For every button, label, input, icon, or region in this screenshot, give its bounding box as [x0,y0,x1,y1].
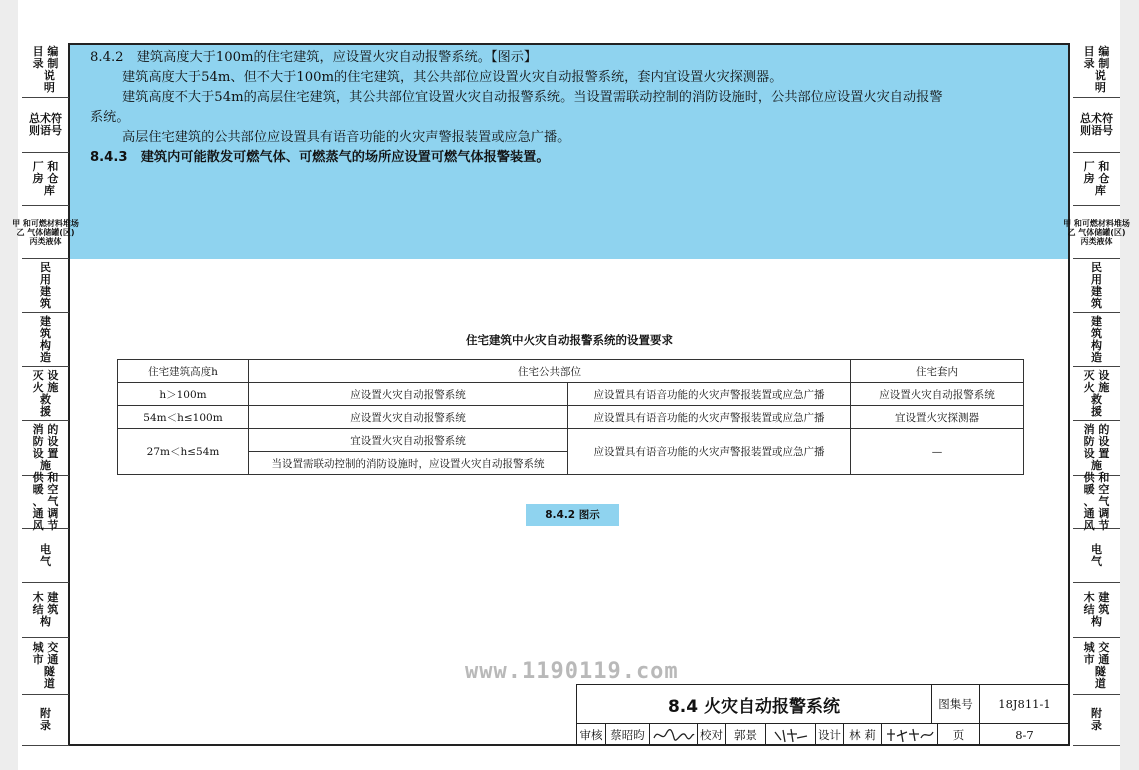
chapter-tab[interactable] [1073,638,1120,695]
chapter-tab[interactable] [22,259,69,313]
designer-signature [881,724,937,746]
table-header-row [118,360,1024,383]
cell-height: 54m＜h≤100m [118,406,249,429]
cell-public-alarm: 应设置具有语音功能的火灾声警报装置或应急广播 [568,429,851,475]
chapter-tab-label: 目 编 录 制 说 明 [32,45,59,94]
chapter-tab-label: 建 筑 构 造 [40,314,51,364]
requirements-table [117,359,1024,475]
chapter-tab[interactable] [1063,206,1130,259]
cell-public-alarm: 应设置具有语音功能的火灾声警报装置或应急广播 [568,406,851,429]
chapter-tab-label: 厂 和 房 仓 库 [32,160,59,197]
cell-public: 当设置需联动控制的消防设施时，应设置火灾自动报警系统 [249,452,568,475]
chapter-tab-label: 总术符 则语号 [1080,112,1113,137]
cell-height: h＞100m [118,383,249,406]
reviewer-name: 蔡昭昀 [605,724,649,746]
chapter-tab-label: 民 用 建 筑 [40,260,51,310]
chapter-tab[interactable] [1073,421,1120,476]
checker-signature [765,724,815,746]
chapter-tab[interactable] [1073,153,1120,206]
chapter-tab-label: 消 的 防 设 设 置 施 [1083,423,1110,472]
chapter-tab[interactable] [1073,529,1120,583]
atlas-number: 18J811-1 [979,685,1069,723]
clause-text-line: 高层住宅建筑的公共部位应设置具有语音功能的火灾声警报装置或应急广播。 [122,130,571,145]
chapter-tab-label: 供 和 暖 空 、 气 通 调 风 节 [32,471,59,532]
chapter-tab-label: 厂 和 房 仓 库 [1083,160,1110,197]
chapter-tab[interactable] [1073,695,1120,746]
chapter-tab[interactable] [1073,471,1120,532]
chapter-tab[interactable] [22,98,69,153]
chapter-tab-label: 木 建 结 筑 构 [32,591,59,628]
chapter-tab-label: 附 录 [40,707,51,732]
chapter-tab-label: 目 编 录 制 说 明 [1083,45,1110,94]
clause-text-line: 建筑高度大于54m、但不大于100m的住宅建筑，其公共部位应设置火灾自动报警系统，套内宜设置火灾探测器。 [122,70,783,85]
chapter-tab[interactable] [1073,583,1120,638]
chapter-tab-label: 城 交 市 通 隧 道 [1083,641,1110,690]
chapter-tab[interactable] [1073,98,1120,153]
design-label: 设计 [815,724,843,746]
header-height: 住宅建筑高度h [118,360,249,383]
cell-unit: 应设置火灾自动报警系统 [851,383,1024,406]
chapter-tab[interactable] [22,421,69,476]
cell-unit: — [851,429,1024,475]
chapter-tab[interactable] [22,695,69,746]
cell-public-alarm: 应设置具有语音功能的火灾声警报装置或应急广播 [568,383,851,406]
chapter-tab-label: 民 用 建 筑 [1091,260,1102,310]
page-label: 页 [937,724,979,746]
chapter-tab[interactable] [22,43,69,98]
chapter-tab-label: 城 交 市 通 隧 道 [32,641,59,690]
designer-name: 林 莉 [843,724,881,746]
check-label: 校对 [697,724,725,746]
chapter-tab-label: 甲 和可燃材料堆场 乙 气体储罐(区) 丙类液体 [1063,218,1130,246]
table-row [118,429,1024,452]
table-row [118,383,1024,406]
chapter-tab[interactable] [22,153,69,206]
header-unit-interior: 住宅套内 [851,360,1024,383]
clause-8-4-2: 8.4.2 建筑高度大于100m的住宅建筑，应设置火灾自动报警系统。【图示】 [90,50,538,65]
chapter-tab-label: 消 的 防 设 设 置 施 [32,423,59,472]
review-label: 审核 [579,728,603,742]
clause-text-line: 建筑高度不大于54m的高层住宅建筑，其公共部位宜设置火灾自动报警系统。当设置需联动控制的消防设施时，公共部位应设置火灾自动报警 [122,90,943,105]
watermark: www.1190119.com [465,659,679,684]
title-block [576,684,1070,746]
chapter-tab[interactable] [12,206,79,259]
cell-public: 应设置火灾自动报警系统 [249,383,568,406]
chapter-tab-label: 灭 设 火 施 救 援 [1083,368,1110,418]
checker-name: 郭景 [725,724,765,746]
chapter-tab[interactable] [22,638,69,695]
sheet-title: 8.4 火灾自动报警系统 [667,696,841,717]
cell-public: 宜设置火灾自动报警系统 [249,429,568,452]
chapter-tab-label: 电 气 [1091,542,1102,568]
chapter-tab[interactable] [1073,367,1120,421]
chapter-tab-label: 甲 和可燃材料堆场 乙 气体储罐(区) 丙类液体 [12,218,79,246]
chapter-tab-label: 附 录 [1091,707,1102,732]
chapter-tab[interactable] [22,367,69,421]
clause-text-line: 系统。 [90,110,130,125]
chapter-tab-label: 总术符 则语号 [29,112,62,137]
header-public-area: 住宅公共部位 [249,360,851,383]
cell-height: 27m＜h≤54m [118,429,249,475]
cell-public: 应设置火灾自动报警系统 [249,406,568,429]
chapter-tab[interactable] [22,529,69,583]
clause-8-4-3: 8.4.3 建筑内可能散发可燃气体、可燃蒸气的场所应设置可燃气体报警装置。 [90,150,550,165]
cell-unit: 宜设置火灾探测器 [851,406,1024,429]
chapter-tab-label: 灭 设 火 施 救 援 [32,368,59,418]
chapter-tab[interactable] [22,471,69,532]
chapter-tab-label: 木 建 结 筑 构 [1083,591,1110,628]
table-row [118,406,1024,429]
chapter-tab[interactable] [1073,259,1120,313]
chapter-tab[interactable] [1073,43,1120,98]
table-title: 住宅建筑中火灾自动报警系统的设置要求 [466,333,673,347]
figure-caption: 8.4.2 图示 [526,504,619,526]
chapter-tab-label: 供 和 暖 空 、 气 通 调 风 节 [1083,471,1110,532]
chapter-tab-label: 电 气 [40,542,51,568]
page-number: 8-7 [979,724,1069,746]
chapter-tab[interactable] [22,583,69,638]
atlas-label: 图集号 [931,685,979,723]
chapter-tab-label: 建 筑 构 造 [1091,314,1102,364]
reviewer-signature [649,724,697,746]
